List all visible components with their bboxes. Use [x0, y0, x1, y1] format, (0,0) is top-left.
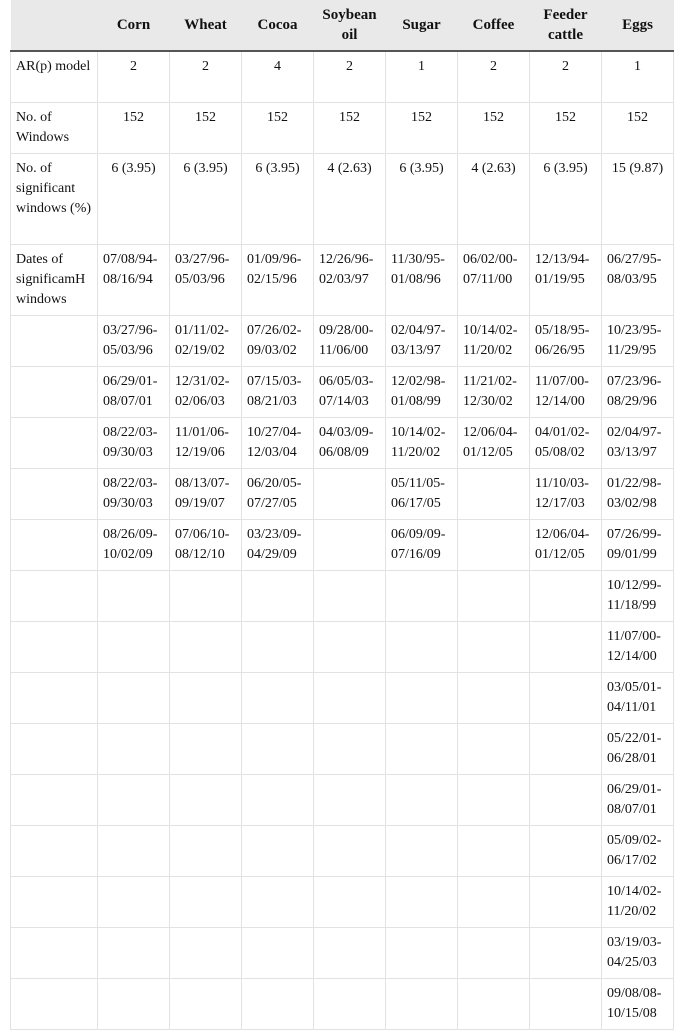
table-cell: [98, 621, 170, 672]
row-label: [11, 978, 98, 1029]
table-cell: 08/22/03-09/30/03: [98, 417, 170, 468]
table-cell: [170, 570, 242, 621]
header-cell: Feeder cattle: [530, 0, 602, 51]
table-cell: [386, 723, 458, 774]
table-cell: [458, 519, 530, 570]
table-cell: 152: [98, 102, 170, 153]
table-cell: 08/13/07-09/19/07: [170, 468, 242, 519]
table-cell: [314, 468, 386, 519]
table-cell: 152: [314, 102, 386, 153]
table-cell: [242, 774, 314, 825]
table-cell: [314, 876, 386, 927]
table-cell: [314, 927, 386, 978]
row-label: [11, 366, 98, 417]
table-cell: 12/13/94-01/19/95: [530, 244, 602, 315]
table-row: [11, 927, 674, 978]
table-cell: 4 (2.63): [458, 153, 530, 244]
table-cell: 11/21/02-12/30/02: [458, 366, 530, 417]
header-cell: Coffee: [458, 0, 530, 51]
table-cell: [530, 621, 602, 672]
table-cell: 01/22/98-03/02/98: [602, 468, 674, 519]
table-cell: 12/06/04-01/12/05: [458, 417, 530, 468]
table-cell: 06/20/05-07/27/05: [242, 468, 314, 519]
table-cell: [170, 774, 242, 825]
table-cell: 152: [530, 102, 602, 153]
table-cell: [242, 570, 314, 621]
table-cell: [242, 978, 314, 1029]
table-cell: 1: [386, 51, 458, 102]
table-cell: [170, 825, 242, 876]
table-cell: 03/19/03-04/25/03: [602, 927, 674, 978]
table-cell: 15 (9.87): [602, 153, 674, 244]
table-cell: [458, 621, 530, 672]
header-cell: Sugar: [386, 0, 458, 51]
table-cell: [314, 723, 386, 774]
table-cell: 01/09/96-02/15/96: [242, 244, 314, 315]
table-cell: 04/03/09-06/08/09: [314, 417, 386, 468]
table-cell: 05/09/02-06/17/02: [602, 825, 674, 876]
table-cell: [386, 978, 458, 1029]
row-label: [11, 519, 98, 570]
row-label: [11, 876, 98, 927]
table-cell: 10/27/04-12/03/04: [242, 417, 314, 468]
table-cell: [242, 876, 314, 927]
table-row: [11, 153, 674, 244]
table-cell: [170, 621, 242, 672]
table-cell: 6 (3.95): [386, 153, 458, 244]
table-cell: [458, 723, 530, 774]
table-cell: [98, 774, 170, 825]
table-cell: 11/07/00-12/14/00: [530, 366, 602, 417]
row-label: No. of Windows: [11, 102, 98, 153]
table-cell: 2: [530, 51, 602, 102]
header-cell: Eggs: [602, 0, 674, 51]
row-label: [11, 468, 98, 519]
table-row: [11, 978, 674, 1029]
table-cell: [314, 774, 386, 825]
table-cell: [314, 570, 386, 621]
table-cell: 10/23/95-11/29/95: [602, 315, 674, 366]
table-cell: 12/31/02-02/06/03: [170, 366, 242, 417]
table-cell: 07/06/10-08/12/10: [170, 519, 242, 570]
table-cell: 12/02/98-01/08/99: [386, 366, 458, 417]
table-cell: [386, 570, 458, 621]
table-cell: [386, 672, 458, 723]
table-cell: 06/27/95-08/03/95: [602, 244, 674, 315]
table-cell: 4 (2.63): [314, 153, 386, 244]
table-cell: [458, 876, 530, 927]
table-row: [11, 417, 674, 468]
row-label: [11, 774, 98, 825]
table-row: [11, 621, 674, 672]
table-cell: [386, 774, 458, 825]
table-cell: 05/18/95-06/26/95: [530, 315, 602, 366]
table-cell: 08/26/09-10/02/09: [98, 519, 170, 570]
table-header: [11, 0, 674, 51]
header-cell: Corn: [98, 0, 170, 51]
table-cell: 11/07/00-12/14/00: [602, 621, 674, 672]
table-cell: 05/11/05-06/17/05: [386, 468, 458, 519]
row-label: [11, 927, 98, 978]
table-cell: [530, 978, 602, 1029]
table-cell: 11/01/06-12/19/06: [170, 417, 242, 468]
table-cell: 6 (3.95): [98, 153, 170, 244]
table-cell: [314, 978, 386, 1029]
table-cell: 07/26/02-09/03/02: [242, 315, 314, 366]
table-row: [11, 102, 674, 153]
table-cell: [386, 876, 458, 927]
table-cell: 1: [602, 51, 674, 102]
table-cell: 4: [242, 51, 314, 102]
table-cell: [458, 774, 530, 825]
table-cell: [530, 723, 602, 774]
row-label: [11, 723, 98, 774]
table-cell: 11/10/03-12/17/03: [530, 468, 602, 519]
table-cell: 12/06/04-01/12/05: [530, 519, 602, 570]
table-cell: [458, 825, 530, 876]
table-cell: [242, 672, 314, 723]
table-cell: 2: [170, 51, 242, 102]
table-cell: 02/04/97-03/13/97: [386, 315, 458, 366]
table-cell: [98, 876, 170, 927]
table-cell: [458, 570, 530, 621]
table-cell: [314, 519, 386, 570]
table-cell: [530, 774, 602, 825]
table-cell: 09/28/00-11/06/00: [314, 315, 386, 366]
table-cell: [530, 825, 602, 876]
table-cell: [530, 570, 602, 621]
table-cell: 2: [314, 51, 386, 102]
table-cell: [242, 927, 314, 978]
table-cell: [458, 978, 530, 1029]
header-cell: [11, 0, 98, 51]
table-cell: 06/29/01-08/07/01: [602, 774, 674, 825]
table-cell: [386, 825, 458, 876]
table-cell: 04/01/02-05/08/02: [530, 417, 602, 468]
row-label: [11, 672, 98, 723]
table-cell: 03/23/09-04/29/09: [242, 519, 314, 570]
table-cell: 06/05/03-07/14/03: [314, 366, 386, 417]
table-cell: 6 (3.95): [170, 153, 242, 244]
table-cell: 03/27/96-05/03/96: [170, 244, 242, 315]
row-label: [11, 621, 98, 672]
table-cell: [530, 672, 602, 723]
table-cell: 03/27/96-05/03/96: [98, 315, 170, 366]
table-cell: 07/15/03-08/21/03: [242, 366, 314, 417]
table-cell: 11/30/95-01/08/96: [386, 244, 458, 315]
table-cell: 10/12/99-11/18/99: [602, 570, 674, 621]
table-cell: [170, 876, 242, 927]
table-cell: 01/11/02-02/19/02: [170, 315, 242, 366]
row-label: AR(p) model: [11, 51, 98, 102]
row-label: No. of significant windows (%): [11, 153, 98, 244]
table-cell: [458, 672, 530, 723]
table-cell: [98, 570, 170, 621]
table-row: [11, 519, 674, 570]
table-body: [11, 51, 674, 1029]
table-cell: 2: [98, 51, 170, 102]
table-cell: [314, 825, 386, 876]
table-cell: [314, 672, 386, 723]
table-cell: 03/05/01-04/11/01: [602, 672, 674, 723]
table-cell: [386, 621, 458, 672]
table-cell: 10/14/02-11/20/02: [602, 876, 674, 927]
header-cell: Wheat: [170, 0, 242, 51]
table-cell: [98, 927, 170, 978]
row-label: [11, 825, 98, 876]
table-cell: 08/22/03-09/30/03: [98, 468, 170, 519]
table-cell: 07/26/99-09/01/99: [602, 519, 674, 570]
table-cell: 152: [242, 102, 314, 153]
table-cell: 05/22/01-06/28/01: [602, 723, 674, 774]
table-row: [11, 315, 674, 366]
table-cell: 06/09/09-07/16/09: [386, 519, 458, 570]
table-row: [11, 876, 674, 927]
table-cell: [242, 723, 314, 774]
table-row: [11, 468, 674, 519]
table-cell: 10/14/02-11/20/02: [386, 417, 458, 468]
row-label: Dates of significamH windows: [11, 244, 98, 315]
table-cell: [98, 723, 170, 774]
table-row: [11, 825, 674, 876]
table-cell: 152: [458, 102, 530, 153]
table-row: [11, 51, 674, 102]
header-cell: Soybean oil: [314, 0, 386, 51]
table-cell: 2: [458, 51, 530, 102]
table-cell: [458, 927, 530, 978]
table-cell: [530, 927, 602, 978]
table-cell: [386, 927, 458, 978]
header-row: [11, 0, 674, 51]
table-cell: [242, 825, 314, 876]
header-cell: Cocoa: [242, 0, 314, 51]
table-row: [11, 570, 674, 621]
table-row: [11, 366, 674, 417]
table-cell: [530, 876, 602, 927]
row-label: [11, 315, 98, 366]
table-cell: 07/08/94-08/16/94: [98, 244, 170, 315]
significant-windows-table: [10, 0, 674, 1030]
row-label: [11, 570, 98, 621]
table-row: [11, 774, 674, 825]
table-cell: [98, 825, 170, 876]
table-cell: 09/08/08-10/15/08: [602, 978, 674, 1029]
row-label: [11, 417, 98, 468]
table-cell: [170, 927, 242, 978]
table-cell: 06/29/01-08/07/01: [98, 366, 170, 417]
table-cell: [458, 468, 530, 519]
table-cell: 02/04/97-03/13/97: [602, 417, 674, 468]
table-row: [11, 723, 674, 774]
table-cell: 152: [170, 102, 242, 153]
table-cell: [170, 672, 242, 723]
table-cell: 152: [386, 102, 458, 153]
table-row: [11, 672, 674, 723]
table-cell: [170, 723, 242, 774]
table-cell: 07/23/96-08/29/96: [602, 366, 674, 417]
table-cell: 6 (3.95): [242, 153, 314, 244]
table-cell: [98, 672, 170, 723]
table-row: [11, 244, 674, 315]
table-cell: [242, 621, 314, 672]
table-cell: [98, 978, 170, 1029]
table-cell: 12/26/96-02/03/97: [314, 244, 386, 315]
table-cell: 152: [602, 102, 674, 153]
table-cell: 6 (3.95): [530, 153, 602, 244]
table-cell: 06/02/00-07/11/00: [458, 244, 530, 315]
table-cell: 10/14/02-11/20/02: [458, 315, 530, 366]
table-cell: [170, 978, 242, 1029]
table-cell: [314, 621, 386, 672]
